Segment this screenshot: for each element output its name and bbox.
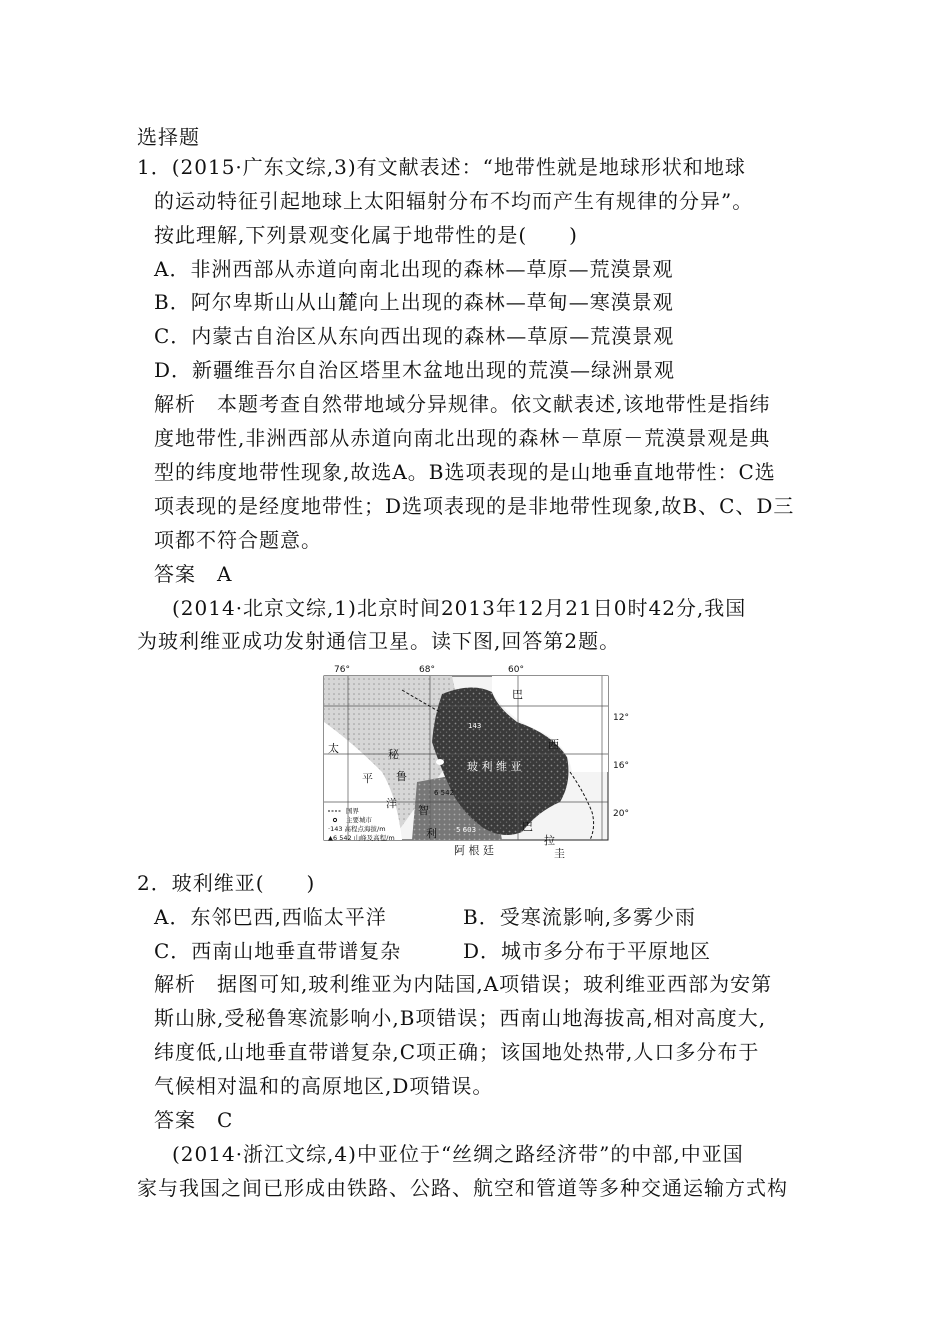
lat-label: 12° xyxy=(613,713,629,723)
paraguay-label: 巴 xyxy=(522,820,533,833)
q1-answer: 答案 A xyxy=(154,562,233,586)
q1-option-b: B．阿尔卑斯山从山麓向上出现的森林—草甸—寒漠景观 xyxy=(154,290,674,314)
lon-label: 68° xyxy=(419,665,435,675)
q1-analysis: 度地带性,非洲西部从赤道向南北出现的森林－草原－荒漠景观是典 xyxy=(154,426,771,450)
q1-analysis: 型的纬度地带性现象,故选A。B选项表现的是山地垂直地带性：C选 xyxy=(154,460,776,484)
q1-line: 按此理解,下列景观变化属于地带性的是( ) xyxy=(154,223,578,247)
q1-analysis: 项表现的是经度地带性；D选项表现的是非地带性现象,故B、C、D三 xyxy=(154,494,795,518)
q2-option-b: B．受寒流影响,多雾少雨 xyxy=(463,905,697,929)
paraguay-label: 拉 xyxy=(544,834,555,847)
q2-analysis: 解析 据图可知,玻利维亚为内陆国,A项错误；玻利维亚西部为安第 xyxy=(154,972,773,996)
lat-label: 16° xyxy=(613,761,629,771)
peru-label: 鲁 xyxy=(396,770,407,783)
paraguay-label: 圭 xyxy=(554,847,565,858)
q1-option-d: D．新疆维吾尔自治区塔里木盆地出现的荒漠—绿洲景观 xyxy=(154,358,676,382)
q2-stem: 2．玻利维亚( ) xyxy=(137,871,316,895)
ocean-label: 太 xyxy=(328,742,339,755)
intro-2-line: (2014·北京文综,1)北京时间2013年12月21日0时42分,我国 xyxy=(172,596,747,620)
q2-analysis: 气候相对温和的高原地区,D项错误。 xyxy=(154,1074,494,1098)
brazil-label: 西 xyxy=(548,738,559,751)
chile-label: 智 xyxy=(418,804,429,817)
intro-2-line: 为玻利维亚成功发射通信卫星。读下图,回答第2题。 xyxy=(137,629,621,653)
elevation-label: 6 542 xyxy=(434,789,455,797)
brazil-label: 巴 xyxy=(512,688,523,701)
elevation-label: 5 603 xyxy=(456,826,477,834)
ocean-label: 平 xyxy=(362,772,373,785)
intro-3-line: 家与我国之间已形成由铁路、公路、航空和管道等多种交通运输方式构 xyxy=(137,1176,788,1200)
legend-item: 国界 xyxy=(346,807,359,815)
legend-item: ·143 高程点海拔/m xyxy=(328,825,386,833)
ocean-label: 洋 xyxy=(386,797,397,810)
bolivia-label: 玻 利 维 亚 xyxy=(467,760,522,773)
q2-option-d: D．城市多分布于平原地区 xyxy=(463,939,712,963)
q1-analysis: 项都不符合题意。 xyxy=(154,528,322,552)
q2-answer: 答案 C xyxy=(154,1108,234,1132)
q1-line: 1．(2015·广东文综,3)有文献表述：“地带性就是地球形状和地球 xyxy=(137,155,746,179)
lat-label: 20° xyxy=(613,809,629,819)
q1-line: 的运动特征引起地球上太阳辐射分布不均而产生有规律的分异”。 xyxy=(154,189,754,213)
elevation-label: 143 xyxy=(468,722,482,730)
q1-analysis: 解析 本题考查自然带地域分异规律。依文献表述,该地带性是指纬 xyxy=(154,392,771,416)
q1-option-c: C．内蒙古自治区从东向西出现的森林—草原—荒漠景观 xyxy=(154,324,675,348)
q2-option-a: A．东邻巴西,西临太平洋 xyxy=(154,905,387,929)
q2-analysis: 斯山脉,受秘鲁寒流影响小,B项错误；西南山地海拔高,相对高度大, xyxy=(154,1006,767,1030)
lon-label: 76° xyxy=(334,665,350,675)
lon-label: 60° xyxy=(508,665,524,675)
legend-item: 主要城市 xyxy=(346,816,372,824)
q1-option-a: A．非洲西部从赤道向南北出现的森林—草原—荒漠景观 xyxy=(154,257,674,281)
chile-label: 利 xyxy=(426,827,437,840)
section-title: 选择题 xyxy=(137,125,200,149)
intro-3-line: (2014·浙江文综,4)中亚位于“丝绸之路经济带”的中部,中亚国 xyxy=(172,1142,744,1166)
argentina-label: 阿 根 廷 xyxy=(454,844,494,857)
peru-label: 秘 xyxy=(388,748,399,761)
legend-item: ▲6 542 山峰及高程/m xyxy=(328,834,395,842)
q2-analysis: 纬度低,山地垂直带谱复杂,C项正确；该国地处热带,人口多分布于 xyxy=(154,1040,760,1064)
q2-option-c: C．西南山地垂直带谱复杂 xyxy=(154,939,402,963)
bolivia-map xyxy=(322,662,636,858)
